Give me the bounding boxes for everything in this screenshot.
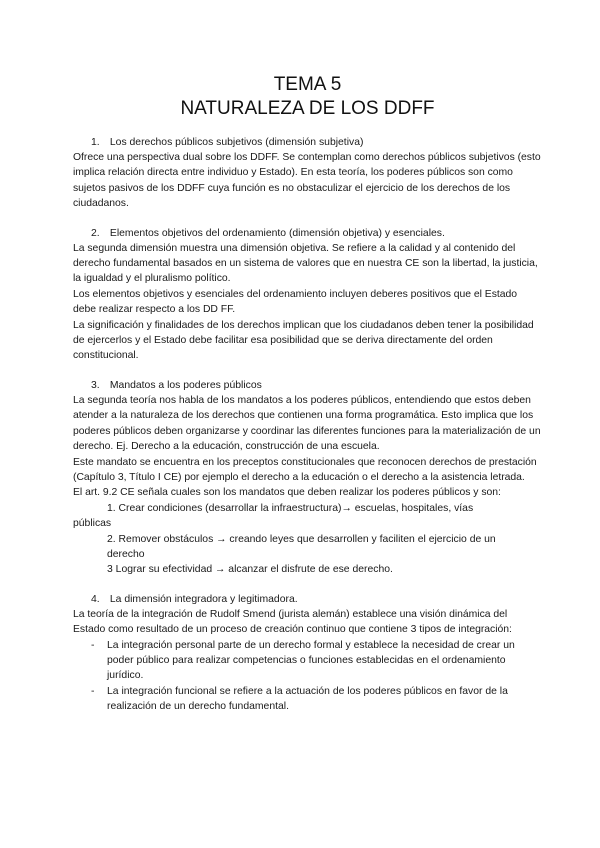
mandate-item-first-line: 3 Lograr su efectividad → alcanzar el disfrute de ese derecho. <box>107 564 393 576</box>
paragraph: El art. 9.2 CE señala cuales son los mandatos que deben realizar los poderes públicos y son: <box>73 487 501 499</box>
paragraph: Este mandato se encuentra en los preceptos constitucionales que reconocen derechos de prestación (Capítulo 3, Título I CE) por ejemplo el derecho a la educación o el derecho a la asistencia letrada. <box>73 456 537 483</box>
list-item-text: La integración personal parte de un derecho formal y establece la necesidad de crear un poder público para realizar competencias o funciones establecidas en el ordenamiento jurídico. <box>107 639 515 682</box>
section-heading-text: La dimensión integradora y legitimadora. <box>109 593 298 605</box>
mandate-item-first-line: 2. Remover obstáculos → creando leyes que desarrollen y faciliten el ejercicio de un <box>107 533 496 545</box>
page-title: TEMA 5 <box>273 74 342 95</box>
bullet-marker: - <box>91 639 95 651</box>
paragraph: Ofrece una perspectiva dual sobre los DDFF. Se contemplan como derechos públicos subjetivos (esto implica relación directa entre individuo y Estado). En esta teoría, los poderes públicos son como sujetos pasivos de los DDFF cuya función es no obstaculizar el ejercicio de los derechos de los ciudadanos. <box>73 152 541 210</box>
section-1 <box>73 135 542 212</box>
section-3 <box>73 378 542 578</box>
mandate-item-first-line: 1. Crear condiciones (desarrollar la infraestructura)→ escuelas, hospitales, vías <box>107 502 474 514</box>
section-4 <box>73 592 542 715</box>
mandate-item-continuation: públicas <box>73 518 112 530</box>
paragraph: La teoría de la integración de Rudolf Smend (jurista alemán) establece una visión dinámica del Estado como resultado de un proceso de creación continuo que contiene 3 tipos de integración: <box>73 608 512 636</box>
section-heading-text: Los derechos públicos subjetivos (dimensión subjetiva) <box>109 137 364 148</box>
section-heading <box>73 135 542 150</box>
section-2 <box>73 226 542 364</box>
list-item-text: La integración funcional se refiere a la actuación de los poderes públicos en favor de la realización de un derecho fundamental. <box>107 685 508 713</box>
paragraph: La segunda dimensión muestra una dimensión objetiva. Se refiere a la calidad y al contenido del derecho fundamental basados en un sistema de valores que en nuestra CE son la libertad, la justicia, la igualdad y el pluralismo político. <box>73 242 538 285</box>
paragraph: La significación y finalidades de los derechos implican que los ciudadanos deben tener la posibilidad de ejercerlos y el Estado debe facilitar esa posibilidad que se deriva directamente del orden constitucional. <box>73 319 534 362</box>
section-heading-text: Mandatos a los poderes públicos <box>109 379 262 391</box>
section-number: 2. <box>91 227 100 239</box>
paragraph: La segunda teoría nos habla de los mandatos a los poderes públicos, entendiendo que estos deben atender a la naturaleza de los derechos que contienen una forma programática. Esto implica que los poderes públicos deben organizarse y coordinar las diferentes funciones para la materialización de un derecho. Ej. Derecho a la educación, construcción de una escuela. <box>73 394 541 453</box>
list-item <box>73 684 542 715</box>
mandate-item-continuation: derecho <box>107 548 145 560</box>
section-number: 1. <box>91 137 100 148</box>
section-number: 3. <box>91 379 100 391</box>
section-number: 4. <box>91 593 100 605</box>
list-item <box>73 638 542 684</box>
bullet-marker: - <box>91 685 95 697</box>
section-heading <box>73 378 542 393</box>
section-heading <box>73 592 542 607</box>
integration-types-list <box>73 638 542 715</box>
page-subtitle: NATURALEZA DE LOS DDFF <box>180 98 435 119</box>
section-heading <box>73 226 542 241</box>
paragraph: Los elementos objetivos y esenciales del ordenamiento incluyen deberes positivos que el Estado debe realizar respecto a los DD FF. <box>73 288 518 316</box>
mandates-list <box>73 501 542 578</box>
section-heading-text: Elementos objetivos del ordenamiento (dimensión objetiva) y esenciales. <box>109 227 445 239</box>
